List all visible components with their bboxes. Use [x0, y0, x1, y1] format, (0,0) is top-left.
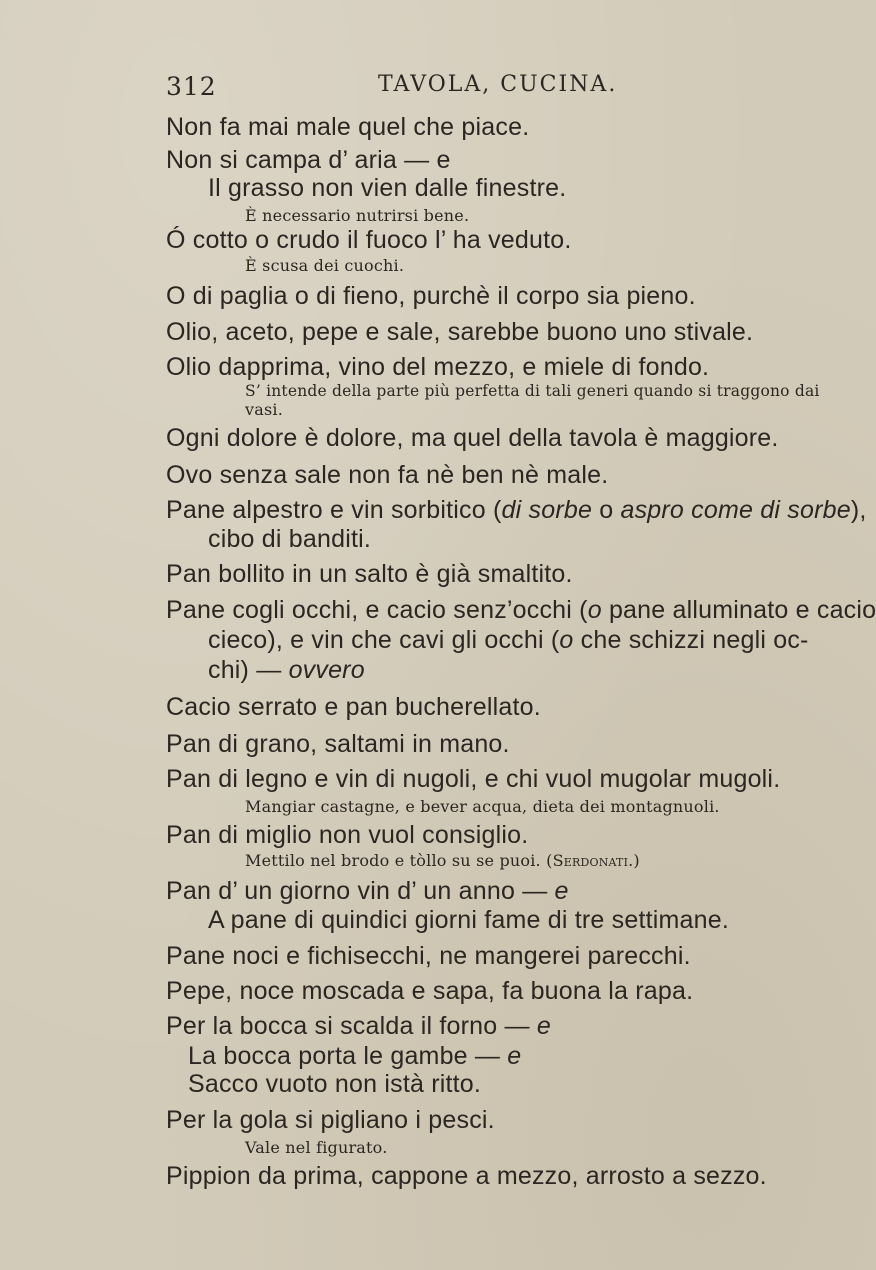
proverb-line: Pan d’ un giorno vin d’ un anno — e [166, 877, 569, 905]
proverb-line: Olio, aceto, pepe e sale, sarebbe buono uno stivale. [166, 318, 754, 346]
proverb-line: Pane noci e fichisecchi, ne mangerei parecchi. [166, 942, 691, 970]
proverb-line: A pane di quindici giorni fame di tre settimane. [208, 906, 730, 934]
proverb-line: Pippion da prima, cappone a mezzo, arrosto a sezzo. [166, 1162, 767, 1190]
proverb-line: cieco), e vin che cavi gli occhi (o che schizzi negli oc- [208, 626, 809, 654]
gloss-line: È scusa dei cuochi. [245, 256, 405, 275]
proverb-line: Ogni dolore è dolore, ma quel della tavola è maggiore. [166, 424, 779, 452]
proverb-line: La bocca porta le gambe — e [188, 1042, 522, 1070]
proverb-line: Pan di legno e vin di nugoli, e chi vuol mugolar mugoli. [166, 765, 781, 793]
proverb-line: cibo di banditi. [208, 525, 372, 553]
proverb-line: Pane cogli occhi, e cacio senz’occhi (o pane alluminato e cacio [166, 596, 876, 624]
proverb-line: Cacio serrato e pan bucherellato. [166, 693, 541, 721]
proverb-line: Per la gola si pigliano i pesci. [166, 1106, 495, 1134]
proverb-line: Per la bocca si scalda il forno — e [166, 1012, 551, 1040]
gloss-line: Mangiar castagne, e bever acqua, dieta dei montagnuoli. [245, 797, 720, 816]
gloss-line: Mettilo nel brodo e tòllo su se puoi. (Serdonati.) [245, 851, 640, 870]
proverb-line: Olio dapprima, vino del mezzo, e miele di fondo. [166, 353, 710, 381]
proverb-line: Non si campa d’ aria — e [166, 146, 451, 174]
proverb-line: Pane alpestro e vin sorbitico (di sorbe o aspro come di sorbe), [166, 496, 867, 524]
proverb-line: Pan di grano, saltami in mano. [166, 730, 510, 758]
proverb-line: Non fa mai male quel che piace. [166, 113, 530, 141]
page-number: 312 [166, 72, 217, 101]
proverb-line: Il grasso non vien dalle finestre. [208, 174, 567, 202]
proverb-line: Pepe, noce moscada e sapa, fa buona la rapa. [166, 977, 694, 1005]
proverb-line: O di paglia o di fieno, purchè il corpo sia pieno. [166, 282, 696, 310]
page-header [166, 72, 726, 108]
proverb-line: Ovo senza sale non fa nè ben nè male. [166, 461, 609, 489]
proverb-line: Pan bollito in un salto è già smaltito. [166, 560, 573, 588]
proverb-line: Ó cotto o crudo il fuoco l’ ha veduto. [166, 226, 572, 254]
running-title: TAVOLA, CUCINA. [378, 72, 618, 97]
proverb-line: chi) — ovvero [208, 656, 365, 684]
proverb-line: Pan di miglio non vuol consiglio. [166, 821, 529, 849]
proverb-line: Sacco vuoto non istà ritto. [188, 1070, 482, 1098]
gloss-line: S’ intende della parte più perfetta di tali generi quando si traggono dai [245, 382, 820, 400]
gloss-line: È necessario nutrirsi bene. [245, 206, 470, 225]
gloss-line: vasi. [245, 400, 283, 419]
gloss-line: Vale nel figurato. [245, 1138, 388, 1157]
